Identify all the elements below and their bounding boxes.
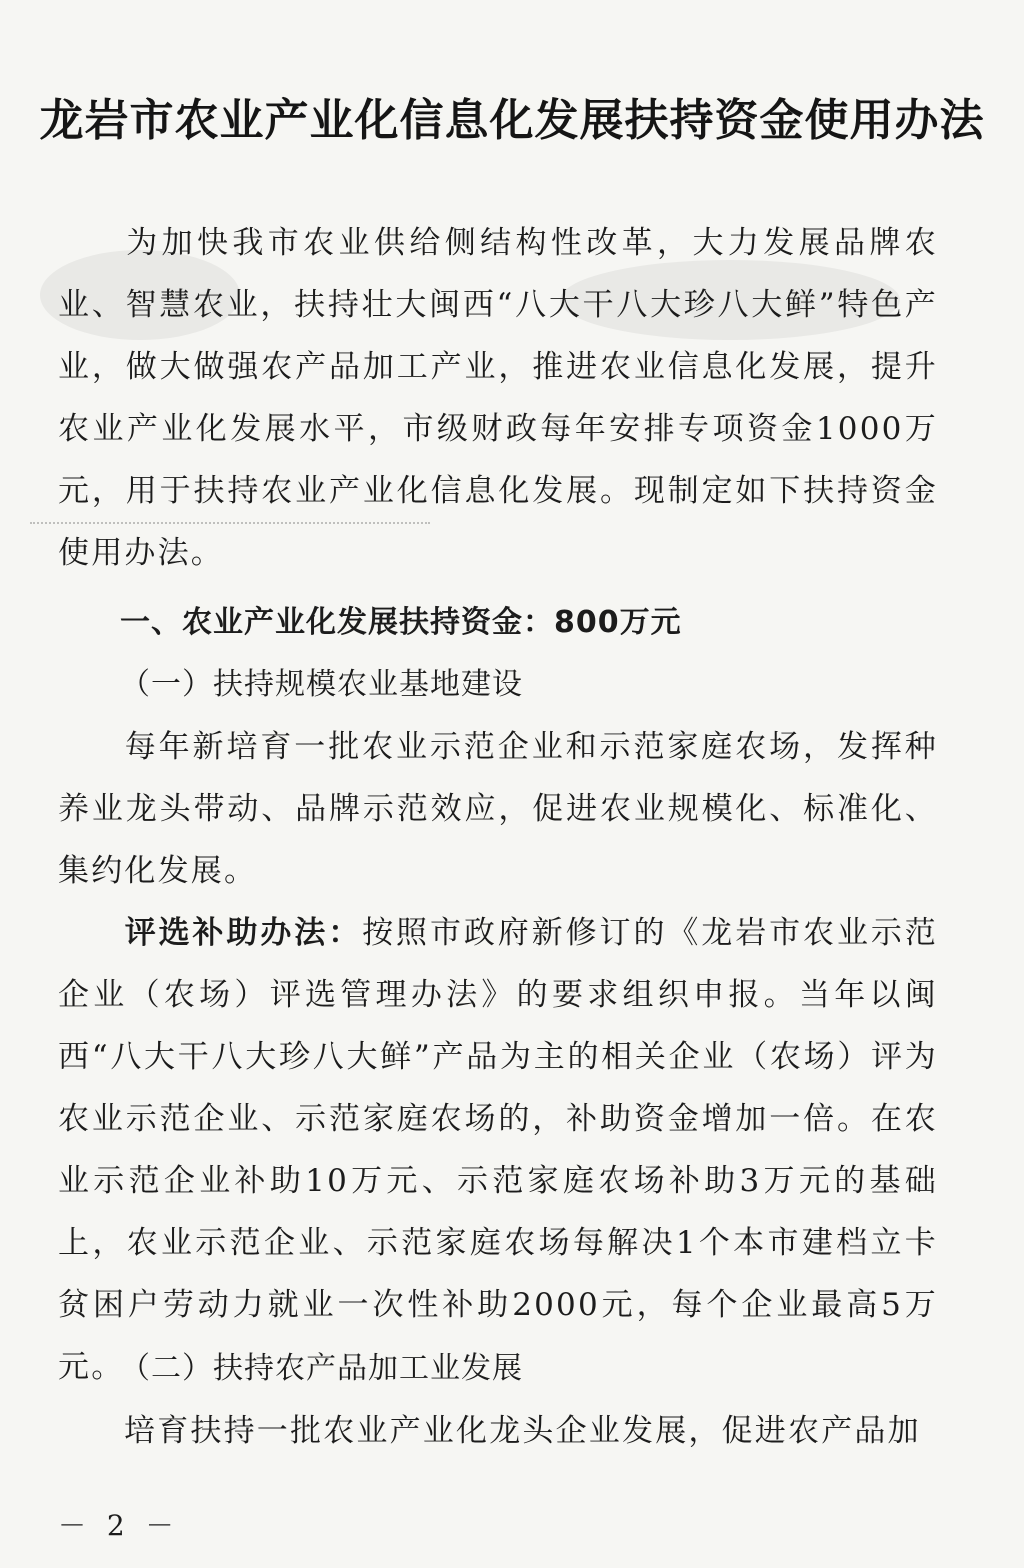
- subsection-1-heading: （一）扶持规模农业基地建设: [120, 667, 523, 702]
- selection-method-paragraph: [58, 902, 938, 1398]
- intro-paragraph: [58, 212, 938, 584]
- subsection-1-paragraph: [58, 716, 938, 902]
- section-1-heading: 一、农业产业化发展扶持资金：800万元: [120, 605, 682, 640]
- subsection-1-paragraph-text: 每年新培育一批农业示范企业和示范家庭农场，发挥种养业龙头带动、品牌示范效应，促进农业规模化、标准化、集约化发展。: [58, 729, 938, 889]
- document-title: 龙岩市农业产业化信息化发展扶持资金使用办法: [39, 95, 985, 146]
- page-number: － 2 －: [58, 1509, 180, 1542]
- intro-paragraph-text: 为加快我市农业供给侧结构性改革，大力发展品牌农业、智慧农业，扶持壮大闽西“八大干八大珍八大鲜”特色产业，做大做强农产品加工产业，推进农业信息化发展，提升农业产业化发展水平，市级财政每年安排专项资金1000万元，用于扶持农业产业化信息化发展。现制定如下扶持资金使用办法。: [58, 225, 938, 571]
- subsection-2-paragraph-text: 培育扶持一批农业产业化龙头企业发展，促进农产品加: [124, 1413, 921, 1449]
- selection-method-label: 评选补助办法：: [124, 915, 363, 951]
- selection-method-text: 按照市政府新修订的《龙岩市农业示范企业（农场）评选管理办法》的要求组织申报。当年以闽西“八大干八大珍八大鲜”产品为主的相关企业（农场）评为农业示范企业、示范家庭农场的，补助资金增加一倍。在农业示范企业补助10万元、示范家庭农场补助3万元的基础上，农业示范企业、示范家庭农场每解决1个本市建档立卡贫困户劳动力就业一次性补助2000元，每个企业最高5万元。: [58, 915, 938, 1385]
- subsection-2-paragraph: [58, 1400, 938, 1462]
- subsection-2-heading: （二）扶持农产品加工业发展: [120, 1351, 523, 1386]
